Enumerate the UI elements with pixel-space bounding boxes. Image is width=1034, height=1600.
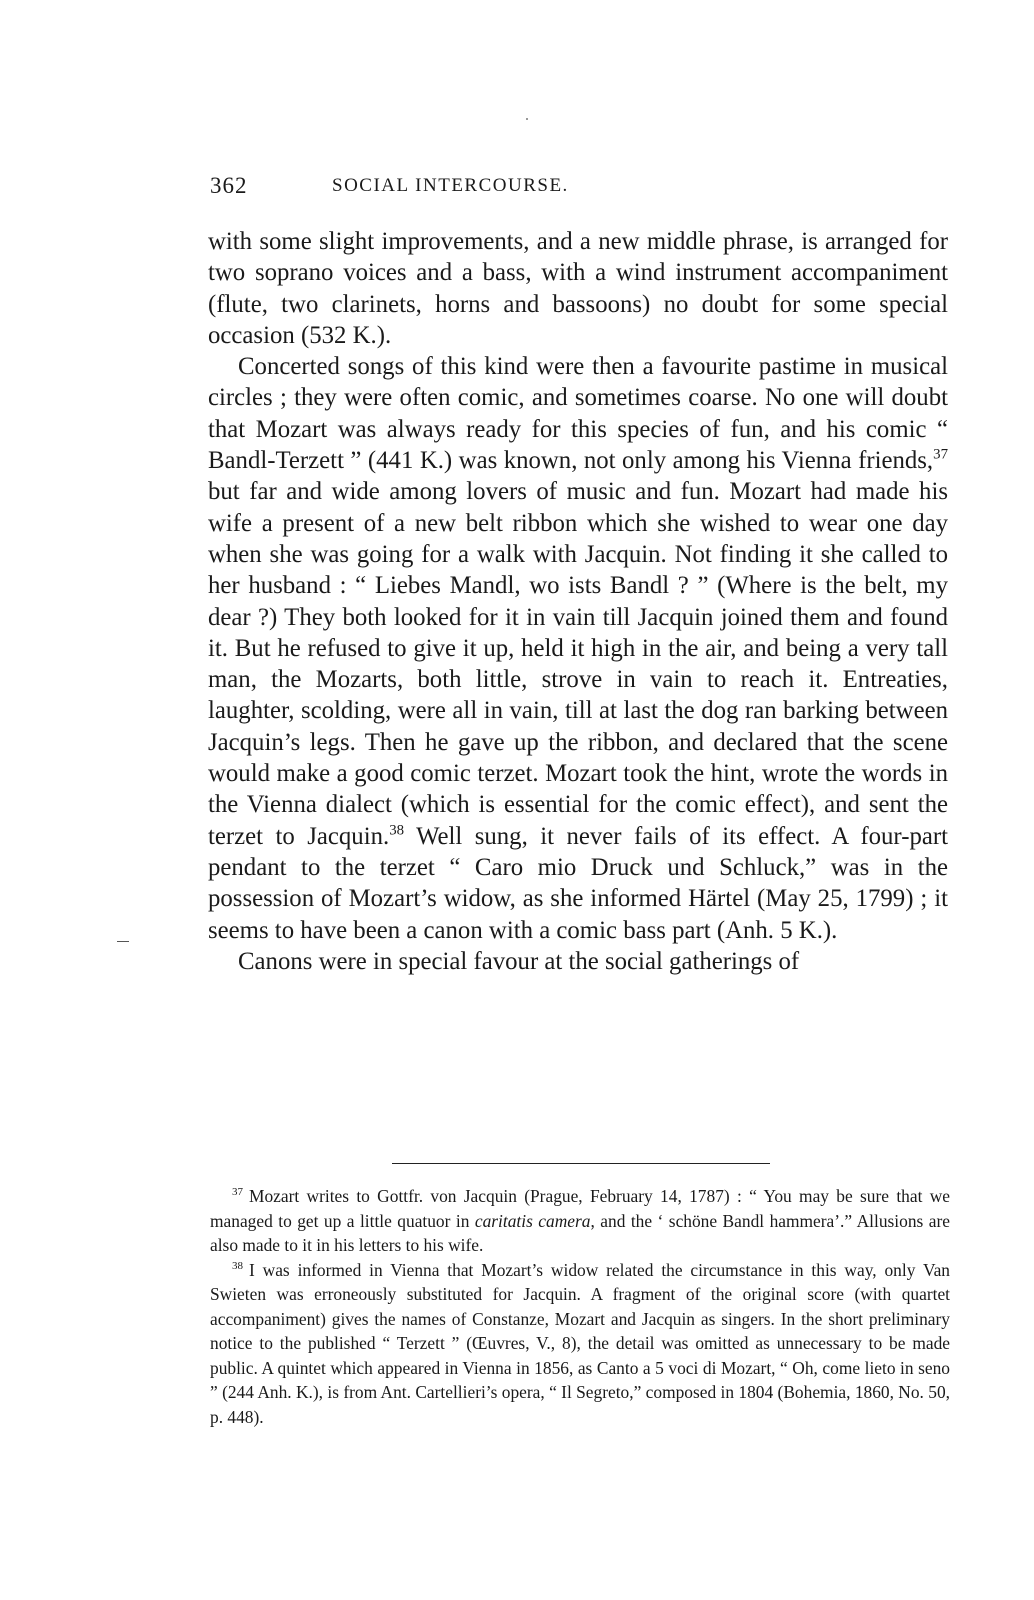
paragraph-2-part-b: but far and wide among lovers of music and fun. Mozart had made his wife a present of a new belt ribbon which she wished to wear one day when she was going for a walk with Jacquin. Not finding it she called to her husband : “ Liebes Mandl, wo ists Bandl ? ” (Where is the belt, my dear ?) They both looked for it in vain till Jacquin joined them and found it. But he refused to give it up, held it high in the air, and being a very tall man, the Mozarts, both little, strove in vain to reach it. Entreaties, laughter, scolding, were all in vain, till at last the dog ran barking between Jacquin’s legs. Then he gave up the ribbon, and declared that the scene would make a good comic terzet. Mozart took the hint, wrote the words in the Vienna dialect (which is essential for the comic effect), and sent the terzet to Jacquin.: [208, 478, 948, 850]
page-number: 362: [210, 173, 248, 198]
footnote-37-text-a: Mozart writes to Gottfr. von Jacquin (Prague, February 14, 1787) : “ You may be sure that we managed to get up a little quatuor in: [210, 1186, 950, 1231]
page-header: [210, 173, 950, 201]
footnote-ref-38: 38: [389, 822, 405, 839]
footnotes: [210, 1184, 950, 1429]
footnote-37: [210, 1184, 950, 1258]
footnote-38-mark: 38: [232, 1259, 243, 1272]
footnote-37-mark: 37: [232, 1186, 243, 1199]
body-text: [208, 226, 948, 977]
footnote-37-italic: caritatis camera: [474, 1210, 591, 1231]
margin-mark: [117, 941, 129, 942]
paragraph-3: Canons were in special favour at the social gatherings of: [238, 947, 800, 975]
footnote-ref-37: 37: [933, 446, 948, 463]
footnote-38-text: I was informed in Vienna that Mozart’s widow related the circumstance in this way, only Van Swieten was erroneously substituted for Jacquin. A fragment of the original score (with quartet accompaniment) gives the names of Constanze, Mozart and Jacquin as singers. In the short preliminary notice to the published “ Terzett ” (Œuvres, V., 8), the detail was omitted as unnecessary to be made public. A quintet which appeared in Vienna in 1856, as Canto a 5 voci di Mozart, “ Oh, come lieto in seno ” (244 Anh. K.), is from Ant. Cartellieri’s opera, “ Il Segreto,” composed in 1804 (Bohemia, 1860, No. 50, p. 448).: [210, 1259, 950, 1427]
paragraph-2-part-c: Well sung, it never fails of its effect. A four-part pendant to the terzet “ Caro mio Druck und Schluck,” was in the possession of Mozart’s widow, as she informed Härtel (May 25, 1799) ; it seems to have been a canon with a comic bass part (Anh. 5 K.).: [208, 822, 948, 944]
print-speck: [526, 118, 528, 120]
paragraph-2: [208, 351, 948, 946]
paragraph-2-part-a: Concerted songs of this kind were then a favourite pastime in musical circles ; they were often comic, and sometimes coarse. No one will doubt that Mozart was always ready for this species of fun, and his comic “ Bandl-Terzett ” (441 K.) was known, not only among his Vienna friends,: [208, 353, 948, 475]
footnote-rule: [392, 1163, 770, 1164]
footnote-37-text-b: , and the ‘ schöne Bandl hammera’.” Allusions are also made to it in his letters to his wife.: [210, 1210, 950, 1255]
running-title: SOCIAL INTERCOURSE.: [332, 175, 569, 196]
paragraph-1: with some slight improvements, and a new middle phrase, is arranged for two soprano voices and a bass, with a wind instrument accompaniment (flute, two clarinets, horns and bassoons) no doubt for some special occasion (532 K.).: [208, 228, 948, 349]
footnote-38: [210, 1258, 950, 1430]
